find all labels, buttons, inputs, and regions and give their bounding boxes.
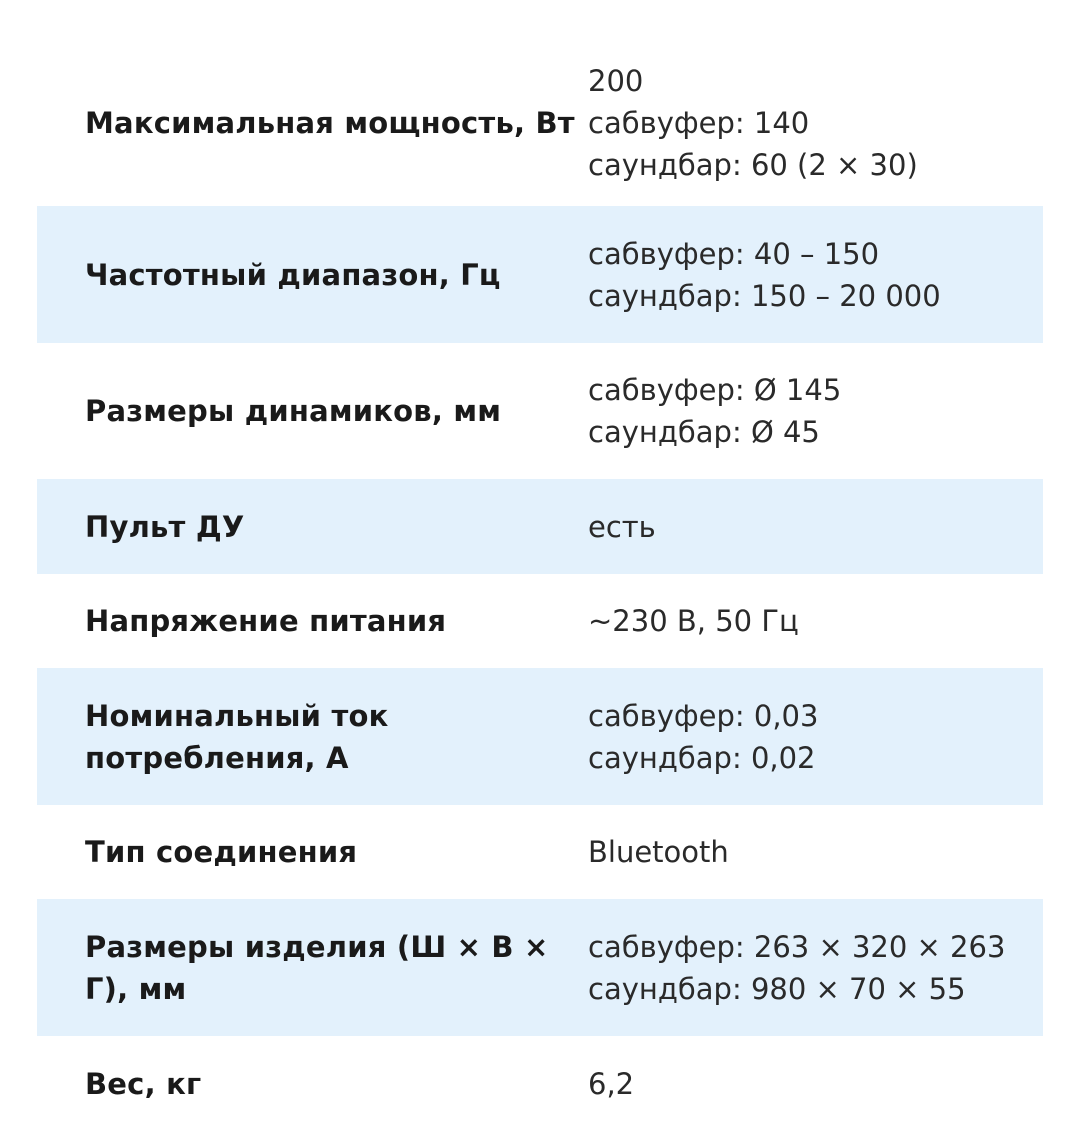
spec-label: Размеры динамиков, мм [85, 394, 502, 428]
spec-row-frequency-range [37, 206, 1043, 343]
spec-label: Тип соединения [85, 835, 358, 869]
spec-value-line: ~230 В, 50 Гц [588, 604, 799, 638]
spec-value [588, 926, 1043, 1010]
spec-label: Пульт ДУ [85, 509, 245, 544]
spec-row-remote-control [37, 479, 1043, 574]
spec-label: Размеры изделия (Ш × В × Г), мм [85, 929, 549, 1006]
spec-value [588, 369, 1043, 453]
spec-value [588, 695, 1043, 779]
spec-row-product-dimensions [37, 899, 1043, 1036]
spec-value-line: сабвуфер: Ø 145 [588, 373, 842, 407]
spec-value [588, 600, 1043, 642]
spec-value-line: сабвуфер: 140 [588, 106, 810, 140]
spec-label: Вес, кг [85, 1066, 202, 1101]
spec-row-supply-voltage [37, 574, 1043, 668]
spec-label: Напряжение питания [85, 604, 447, 638]
spec-value [588, 506, 1043, 548]
spec-row-max-power [37, 40, 1043, 206]
spec-value-line: 6,2 [588, 1066, 635, 1101]
spec-row-rated-current [37, 668, 1043, 805]
spec-value [588, 60, 1043, 186]
spec-label: Максимальная мощность, Вт [85, 106, 575, 140]
spec-label: Частотный диапазон, Гц [85, 257, 501, 292]
spec-label: Номинальный ток потребления, А [85, 698, 389, 775]
spec-value-line: Bluetooth [588, 835, 729, 869]
spec-value [588, 233, 1043, 317]
spec-value-line: саундбар: 980 × 70 × 55 [588, 971, 966, 1006]
spec-value [588, 1063, 1043, 1105]
spec-value-line: сабвуфер: 0,03 [588, 698, 819, 733]
spec-row-weight [37, 1036, 1043, 1131]
spec-table [37, 40, 1043, 1131]
spec-row-connection-type [37, 805, 1043, 899]
spec-value-line: 200 [588, 64, 644, 98]
spec-value-line: саундбар: Ø 45 [588, 415, 820, 449]
spec-value-line: саундбар: 150 – 20 000 [588, 278, 941, 313]
spec-value-line: сабвуфер: 263 × 320 × 263 [588, 929, 1006, 964]
spec-value-line: саундбар: 0,02 [588, 740, 816, 775]
spec-row-speaker-size [37, 343, 1043, 479]
spec-value-line: саундбар: 60 (2 × 30) [588, 148, 918, 182]
spec-value [588, 831, 1043, 873]
spec-value-line: сабвуфер: 40 – 150 [588, 236, 880, 271]
spec-value-line: есть [588, 509, 656, 544]
